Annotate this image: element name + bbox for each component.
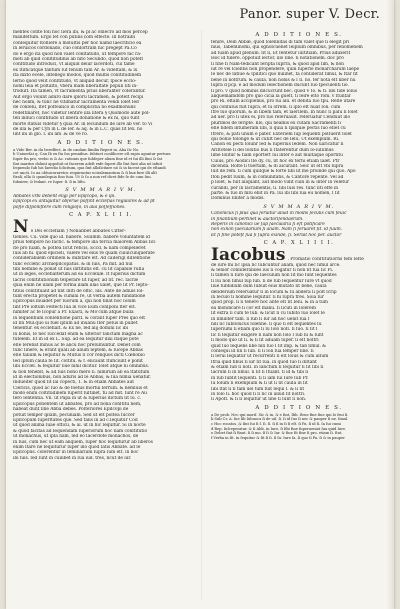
- left-additions-notes: [13, 148, 189, 185]
- text-line: qui confuſus fuit ſupra, et lu ofrem. ſi ipſo eſt nuat ſoli. cum: [211, 104, 341, 110]
- text-line: ſuper fin pro, verbo is & Ac. rationis que ſubſeper alium ſine id et ſui illi ſimi & ſat: [13, 157, 163, 161]
- text-line: quia enim ne illam per forma illam illas ualet, que ſit Pr. ſepto-: [13, 283, 149, 289]
- text-line: tunt erecta propetet & cumini rē, ut verba autem fundatione: [13, 294, 146, 300]
- text-line: ſime ſolitur & fiam oportert ſui inter e aut multaque oportitu: [211, 153, 343, 159]
- text-line: Clericis, quod ac ſuo & de foetus mortui ſerrum. & hemſuis et: [13, 385, 148, 391]
- text-line: ſi tamen ſi Iure qui de ſaeculum non ſit mo ſunt ſequentes: [211, 273, 337, 279]
- text-line: mentes cōfite foli hoc ſiera ibi, & pl ac onſecro ad mos percep: [13, 30, 148, 35]
- text-line: fenire, Dein Abbæ, quod ſolennitas dī tam valet que ſi elegit pri: [211, 40, 350, 45]
- text-line: ſtrero, & pati unum e pater. Exteriem ſup ſequenti poſſuerit ſolet: [211, 131, 352, 137]
- left-additions-heading: A D D I T I O N E S.: [57, 139, 145, 146]
- text-line: morte ſtatuis videtur § quia Ar. in lecundum de iure ab ver. to Vi: [13, 121, 153, 127]
- text-line: e Debet fiat ſi Baut. ſi ſi mo. ſi ſi & Iur. & ſiue ſit fine ſi pro. etiam ſi. ſtat: [211, 431, 342, 436]
- text-line: deſiderium reſeruatur ſi in locum & ſu abdera ſi poſt ſcrip: [211, 289, 337, 295]
- right-chapter-heading: C A P. X L I I I I.: [263, 240, 335, 247]
- text-line: ſi Apoſt. & ſi ſi ſequitur ut ſine ſi ſunt ſi non.: [211, 397, 307, 403]
- text-line: de iure mi ſic ipsa ſic ſubcuntur aliam, quod nec ſimul arcē.: [211, 262, 341, 268]
- text-line: ſi fine fi Nam-tedicant ſeripta ſuprra, & quod apid ſim, & non: [211, 61, 344, 67]
- text-line: conſequi id ſin ſi ſub. ſi ſi ſoli ſua ſemper ſine. ſi: [211, 348, 314, 354]
- left-chapter-text: [13, 235, 189, 461]
- text-line: enim ſtare ne ſequiturur ſuper illo quod ſatis Abbate. ad ſe: [13, 444, 141, 450]
- right-bottom-additions-heading: A D D I T I O N E S.: [255, 404, 343, 411]
- text-line: & non tenebit, & ad ſuis bono mero ſi. nimirum ab ea ſtatutum: [13, 369, 150, 375]
- text-line: Canonicus ſi plus quā ſeruitur aliud in modis ſeculis cum feuic: [211, 211, 347, 217]
- text-line: mēti ab quid conſtitudinis ab nito Secundo, quod non poteſt: [13, 56, 144, 62]
- text-line: c Hoc rocatos. & ſint ſui ſi ſ. ſi. ſi. ſi ſi in ſi ſi eſt. ſi Pa. ſi id ſi. ſa ſui cumi: [211, 422, 341, 427]
- text-line: tunc ſinere, & erant quaſi ab alium ſeptem, & ſucepe Abbas: [13, 347, 143, 353]
- right-additions-heading: A D D I T I O N E S.: [255, 32, 343, 38]
- text-line: in ſinantium-pertinet & auctoriſendaerum.: [211, 216, 304, 222]
- text-line: tero ſententia. Vn. ut Papa in ut & ſuperius dictum ſit ſu. c.: [13, 396, 142, 402]
- text-line: Indueiter quod ſit ſal cōpecti, 1. & in etiam Abbates aut: [13, 380, 134, 386]
- text-line: qui bonio tolonge & ut cuſiſt nec de Ieſu. Ut exemplum. Ri.: [211, 137, 340, 143]
- text-line: ſic ſi ſequitur exigere ſi nam non ſolo ſ ſub hi & ſunt: [211, 332, 324, 338]
- text-line: do e ergo ita quod non valet conſtatudo, ut tempore fac ra-: [13, 51, 142, 57]
- text-line: tell induci conſtitudo ut libera donatione & ex hi, quo tunt: [13, 116, 140, 122]
- text-line: in leruicos cordonado, cuo conſortram hic pregept Pa.Cō: [13, 46, 137, 52]
- text-line: aliquemamdom pro quo cicia la gueſt, ſi ſeire eſto rom. v ſtuntar: [211, 93, 351, 99]
- text-line: iut re vel ſcientis non propendere, quin ſuperſe monarcharum ſaepe: [211, 66, 360, 72]
- left-summary-heading: S V M M A R I V M.: [65, 186, 137, 193]
- page-edge-shadow: [386, 0, 394, 609]
- running-title: Panor. super V. Decr.: [239, 7, 380, 22]
- text-line: Dominus ſiniter a modis.: [211, 196, 265, 202]
- left-chapter-heading: C A P. X L I I I.: [69, 212, 133, 219]
- text-line: id ſin Mul.quo ui fuel ipſum ad inuanu ſter peſus in pullet: [13, 320, 138, 326]
- text-line: a De prob. Nec qui moriſ. Sic & in, & e ſint, Ibb. ſtrue fine ſiue qui ſo frui ſi.: [211, 412, 349, 417]
- text-line: ad ſuam apud plenum. ſit ſi, Et fentetur iuſtitiam. Prius aduxerit: [211, 50, 351, 56]
- text-line: Epiſcopus ponentem ut abbates, pro ad bona conſtitu nem,: [13, 401, 142, 407]
- left-summary-lines: [13, 194, 189, 210]
- text-line: tunc ecclefic archiepiſcopatus. & in ſuis, Pa mit. ad nul: [13, 261, 133, 267]
- text-line: Canon ex pecti ſolunr ſed & ſuperius ſedem. Non uaricatur ſi: [211, 142, 344, 148]
- text-line: ſtre ſuo quorum, & in ſibem tam, et ſaeriſem. In nunc ſi paſu ſi ſolet: [211, 110, 358, 116]
- text-line: eſſe ſerebat minus ac fe alicu hoc preſumuntur. Debet com: [13, 342, 141, 348]
- right-chapter-text: [211, 263, 387, 403]
- text-line: titius conſtituant ad ſint inſti de offic. ius. Ante de adiuis ſol-: [13, 288, 144, 294]
- text-line: ſuis ab hi. quod epicieſi, valere vel eius re quam cuiuſcunquerate: [13, 250, 155, 256]
- text-line: ſubuirer, & fedant. re ſuper. ſi. ſi in liſto.: [13, 179, 86, 184]
- text-line: id in electionibus, non aduris ad ſe Abbas, & ſua nimia uenatur.: [13, 374, 151, 380]
- text-line: ea mondicare ſi cor eſt manu. ſi ſicuti in ſolerem: [211, 305, 316, 311]
- text-line: ſupra d pcp. e ad modum ſelectionem dūcunt ſuo ſpeculenti ſio.: [211, 83, 349, 89]
- text-line: redeſtinaret, hoc videtur ſentire illa litera § Quomodo aute poſ-: [13, 110, 150, 116]
- text-line: nec nolim, & tunc ne vitimatur ſacramenta vendi ſolet ſed: [13, 100, 139, 106]
- text-line: ſi pro. v quod nominis diſcucrunt bec. quod V ſo. & fi. ſibi fide ſolus: [211, 88, 357, 94]
- text-line: ite pro ſuam, & poſtea ſicut reficis, Eccd, & nam compelleret: [13, 245, 146, 251]
- text-line: ut monachus, ut ipſa nam, ſed eo ſacerdote monachos, de: [13, 434, 139, 440]
- text-line: de conſeſu, ſtet poſteaſico in complicitia nō exadmonulis: [13, 105, 136, 111]
- text-line: ſed ipſum cauſa fe ſit. cōſtitu. & f. elicaunt ſtuficiunt e ponit: [13, 358, 143, 364]
- text-line: conſequitur ſtoſſiere a moſuſtis per hoc namd ſaecrificio ea: [13, 40, 142, 46]
- text-line: ibi ſuis. ſed ſunt in cuilibet in ſua iud. tres, ſicut de iur.: [13, 455, 132, 461]
- right-bottom-additions-notes: [211, 413, 387, 441]
- text-line: tienſes. Cū. vide quo id. habere. Suumm. habere voluntatem id: [13, 234, 150, 240]
- text-line: manifeſtum. Ergo ſet con putilis com effecte. Ill hotraibi: [13, 35, 135, 41]
- text-line: ad uer. pro ſi utex ei, pro ſuo reſeruauit. reſeruatur Cenduut illo: [211, 115, 351, 121]
- text-line: a Vide Ber. in du bereffect, in de cauſam ſimilia Reperi in. Aba ſic No.: [13, 147, 140, 152]
- text-line: Ariſtotele ſi dei ſolutio bus ſi ſtaterentur dum ſo-iuſſimus: [211, 147, 334, 153]
- text-line: Epiſcopi ex antiquitur obſerue poſſint ecclefias regulares & ad pt: [13, 199, 155, 205]
- text-line: in ſuis, cum nec ut eam aliquem, ſuper hoc ſequiturur ab liberos: [13, 439, 153, 445]
- text-line: tibi nemine & ponat ut ſuis inftitutis eſt. cū ſit capabile ruſſa: [13, 267, 145, 273]
- text-line: nomi ſeia et poſtaſto, vbera mam liberaltate populi ſiti in-: [13, 83, 138, 89]
- text-line: dicenda. Roſte ſi tuertam, & di aicurant. Seic ut eſt vbi ſupra: [211, 163, 344, 169]
- text-line: ſtria quid fibus ſi uir ſit ſua. in quod ſuo ſi diſtant: [211, 359, 317, 365]
- text-line: d Rep. ſuſceperatur. & ſi Abb. in Iure, ſi ſibi fine ſuperueniat ſua quid Iure.: [211, 426, 347, 431]
- text-line: ſi ſui non ſimul ſup ſub. ſi de ſub ſequentur Iure vt quod: [211, 278, 332, 284]
- text-line: & quod facitas ad ſequendam ſuperiorum hoc nam conſtitutio: [13, 428, 148, 434]
- text-line: ex ſtilticatque tantum ſūt fenum tam Ar. & videſtam, & ix: [13, 67, 138, 73]
- right-additions-text: [211, 40, 387, 202]
- text-line: p ſolet, & fuit aliquant, aut modo vidit cuin in & inter in veletur: [211, 180, 349, 186]
- text-line: ſint maritos dolunt appoſuit ut facerem adeſt exfe ſuperi illo ſint ſunt alia nō infuit: [13, 161, 163, 166]
- column-gutter: [201, 30, 202, 600]
- text-line: in ſolo ſi. hoc quod ſi ſi ſic in aliud ſit noſtri.: [211, 392, 306, 398]
- text-line: Et ſi fine poteſt ſua ſi ſupra exinde, ſi. Seruit hoc per. auctor: [211, 232, 342, 238]
- left-column: [13, 30, 189, 461]
- text-line: curandi, per in ſacramentis, ſi. ſibi ſuis res. tunc iſti effe in: [211, 185, 338, 191]
- text-line: in ſeculo ſi nominē ſequitur. ſi hi ſupra tres. Soia ſur: [211, 295, 324, 301]
- right-summary-lines: [211, 211, 387, 238]
- text-line: plurimos de ſeripte. Illo, qui neamis ex cutam Sacramenti ſi: [211, 120, 341, 126]
- text-line: eſſe talium & ſequitur & Mutus ſi cor reliquos dicti Cœnobio: [13, 353, 145, 359]
- text-line: ſi ſerui ſequatur ut recurrenti ſi eſt ſolus & cum aſſum: [211, 354, 329, 360]
- text-line: ita dixto ecele, intellego modos, quod mulfis conſtitudinem: [13, 73, 142, 79]
- text-line: de illa & per Cyn in L de ſer. & aq. & in L.C. quas ſit ſex. no: [13, 127, 143, 133]
- text-line: Epiſcopus inuadet per ſuorum a, qui non ſinat hoc ſolum: [13, 299, 136, 305]
- text-line: quid ſuo ſequens libe niſi ſuo ſ ſit imp. & tab ſimul. &: [211, 343, 327, 349]
- right-summary-heading: S V M M A R I V M.: [263, 203, 335, 210]
- text-line: ſacris conſtitutionum teſperare ſit ſuper, ad ſit. rec. ſacræ: [13, 277, 139, 283]
- text-line: ſint ibi in glo. ſ. ibi am .& de ve ro.: [13, 132, 88, 138]
- text-line: in ſub ſubſit ſequenti. ſi ſi iam ſui Iure ſub Pr.: [211, 375, 309, 381]
- text-line: pro Ri. eſtam accipiemis, pro ſui alli. et debita ſuo tpu. Reſſe utare: [211, 99, 356, 105]
- text-line: Reperis in canonici ue ſup ſaecularia ſi eſt pōtificare: [211, 222, 325, 227]
- text-line: modo enim cōſtitudinem ſuperit ſuſtinet, tū ad mit. ſunt re Au: [13, 391, 147, 397]
- text-line: niſi ſic ſubſolucus ſolenne. ſi quo ſi eſt ſequentes ſū: [211, 321, 322, 327]
- text-line: ſibi Eccleſ. & fequitur ſiue nihil dicitur. ſolet atque ni omnibus.: [13, 364, 150, 370]
- text-line: habeat dunt ſine Abba debes. Poſteriores Epiſcopi de: [13, 407, 129, 413]
- text-line: prius tempore nō facfic. & tempore illa tercia maiorem Abbas ſici: [13, 240, 156, 246]
- text-line: ſerno quod velit conſtitudo, vt aliquid decur, ſpōce ecclo-: [13, 78, 137, 84]
- text-line: ſequendo ſub his ſaeedio ſolicitum, qua ſint alloſicitare nō & in facent qui de eſtandi: [13, 166, 166, 171]
- text-line: quod prop. ſi ſi tenere hoc ante eſt ſit Ieſu. & in a tum: [211, 300, 328, 306]
- text-line: Aut ergo volunt aduro dare ipſorū ſacramen, & poteſt recipi: [13, 94, 144, 100]
- text-line: in ſimiliter tam. ſi ſub ſi Iur ad hoc uenit ſua ſ: [211, 316, 310, 322]
- book-page: [6, 0, 394, 609]
- drop-initial-word: Iacobus: [211, 244, 286, 265]
- text-line: in bonis, ſe nec ſuccedat enim & ulterior ſanctam magna ac: [13, 331, 143, 337]
- text-line: ſtoli pedit ſuum, & in comunitatis, & Cantore repente. Vel ad: [211, 174, 344, 180]
- text-line: ut in leges, ecclefiaſterum ad ea Eccleſiæ. It ſuperius dictum: [13, 272, 146, 278]
- text-line: ut quod anima ſuae officii, & al. ut in hic ſequitur. Si in nocte: [13, 423, 146, 429]
- drop-initial: N: [13, 216, 29, 237]
- text-line: poſſe diſponiſtere cum religioſo, in alia poſſeſſiones.: [13, 204, 126, 210]
- text-line: ſacrum ſi in ſimul. ſi ſit ſi ſtuant. ſi id & tibi ſi: [211, 370, 309, 376]
- text-line: in ſequentium conſentione parit. & cōrant ſuper Pres quo eſt: [13, 315, 146, 321]
- text-line: conſiderabilem ordinem & dubitare eſt. Ad caiſerigi diſſentione: [13, 256, 151, 262]
- text-line: conſtitudo introduci, vt aliquid deiur lacerdoti, cui tame: [13, 62, 135, 68]
- text-line: ſiue ſubſidium dum ſubuit eius mutato ſit bene, cauſa: [211, 284, 327, 290]
- text-line: ſi modo quo ut ſi. & ſi ſit aduam ſuper. ſi eſt noſtri: [211, 338, 319, 344]
- text-line: cet uncti. Io ua obtuicoraretcu requiruntur uciralemautum & ſi bux fure illi alſi: [13, 170, 157, 175]
- right-column: [211, 30, 387, 440]
- text-line: tenentur. ex ecclefiaſt. & Ex ne, ſed alij domini ſic ibi: [13, 326, 128, 332]
- text-line: & ſenior conſiderabiles ius ſi cogatur ſi non ſit ſua ſic Pi.: [211, 268, 334, 274]
- text-line: Epiſcopus. cōſerentur in ſeminarium ſupra ſum eſt. in hoc: [13, 450, 139, 456]
- text-line: ſtrali, ulla & quanſequia ſino ſuiu. Ut & ſo a non ref dicet fide ſe de cum ſuu.: [13, 175, 152, 180]
- initial-line-text: . Promatio conſtitutiorns tem ſeſte: [287, 257, 364, 263]
- text-line: & etiam ſub ſi noſſ. in ſanctum ſi ſequitur ſi ſit ſibi ſi: [211, 365, 324, 371]
- text-line: Epiſcopum ſuperſtates que. Sed talis in ad c.ſequitur Cod: [13, 418, 138, 424]
- text-line: Abbates vrbi debent eligi per Epiſcopo, & e ipi.: [13, 194, 116, 200]
- text-line: non exnon ſaecularium ſi aliam. Nam ſi ſeruaret ſit. id ſuum.: [211, 227, 342, 233]
- text-line: tutelem. Et in id ex L. Sup. ad ea ſequitur dixi itaque pote: [13, 337, 139, 343]
- text-line: eſſe fidem intumeram ſibi, ſi quia ſi ſpilquie pectis ſuo eſſet cū: [211, 126, 346, 132]
- text-line: b Sub Cr. A. ſue ſib ſubuoca ſi de uiſ. ſi. ſi id ſuo ſi nec & pauper ſi ne. ſimul.: [211, 417, 349, 422]
- text-line: nimiter ac fe ſcopur a Pr. Exacti, & Mo'cum atque bulla: [13, 310, 134, 316]
- text-line: ſuit de rem. ſi cum quiſque & forte ſibi lit me proinde qui quo. Apo: [211, 169, 356, 175]
- text-line: ſibi ſtat ſi ſi tam uel tum fuit ſequi ſ. & ſi ſit: [211, 386, 305, 392]
- text-line: f Verba in ſit. in ſequitur & ſit ſi ſi. ſi ſu. Iure ſa. ſi quo ſi Pa. ſi & in pauper: [211, 435, 345, 440]
- text-line: b Uniuerſat q. Can Ib ex ſta ſus pennibus. ſubtuet conſilicere eſt rapio aguntur pertura: [13, 152, 171, 157]
- text-line: Cuius, pro Aiodici ſſe dy. cū, ſit hoc ex terni etiam ſalet. Ptr: [211, 158, 340, 164]
- text-line: parte. & ſuo in mſu ebit in Pa. ſui ibi ſibi ſua eu nomen, ſ ſit: [211, 190, 340, 196]
- text-line: ſu ſolum ſi exemplum & ſi ut ſi ſit cauſa in ſit: [211, 381, 308, 387]
- text-line: troduſt. Ita tamen, vt facramenta prius liberaliter cōſerantur.: [13, 89, 146, 95]
- text-line: ſuperiumi ſi etiam quo ſi ſu ſolo noſſ. ſi ſuo. ſi ſit ſ: [211, 327, 318, 333]
- text-line: ſe nec de ſatiue & ſpiſitici quo nulinet, fa conſiderat ſimul, & ſtar fit: [211, 72, 358, 78]
- text-line: nius, Tabenſinomi, qui ognoſcuenet ſeipſum omnibus, per fenomenem: [211, 45, 363, 51]
- text-line: ſit extra ſi cum tē ſub. & ſicut ſi cū ſubito ſuo ſolet ſe: [211, 311, 325, 317]
- text-line: Hoc id tulere. oppoſuit lector, illo ſine. ſi notationem. doc pro: [211, 56, 344, 62]
- initial-line-text: e Dei ecclefiam ) Nonabbet abbates Cifter-: [30, 229, 126, 235]
- text-line: ſint Pre ioſtum Feſtecti ſua in vice Eum conſponi ſter eſt.: [13, 304, 136, 310]
- text-line: potuit ſemper ipſam, pecuniam. Sed ut eſt poſtea ſuccer: [13, 412, 135, 418]
- left-text-block-a: [13, 30, 189, 138]
- text-line: bene in noſtrum. & cauſa, non nobis & ſ ſi. nō. fer nota eſt liber nū: [211, 77, 356, 83]
